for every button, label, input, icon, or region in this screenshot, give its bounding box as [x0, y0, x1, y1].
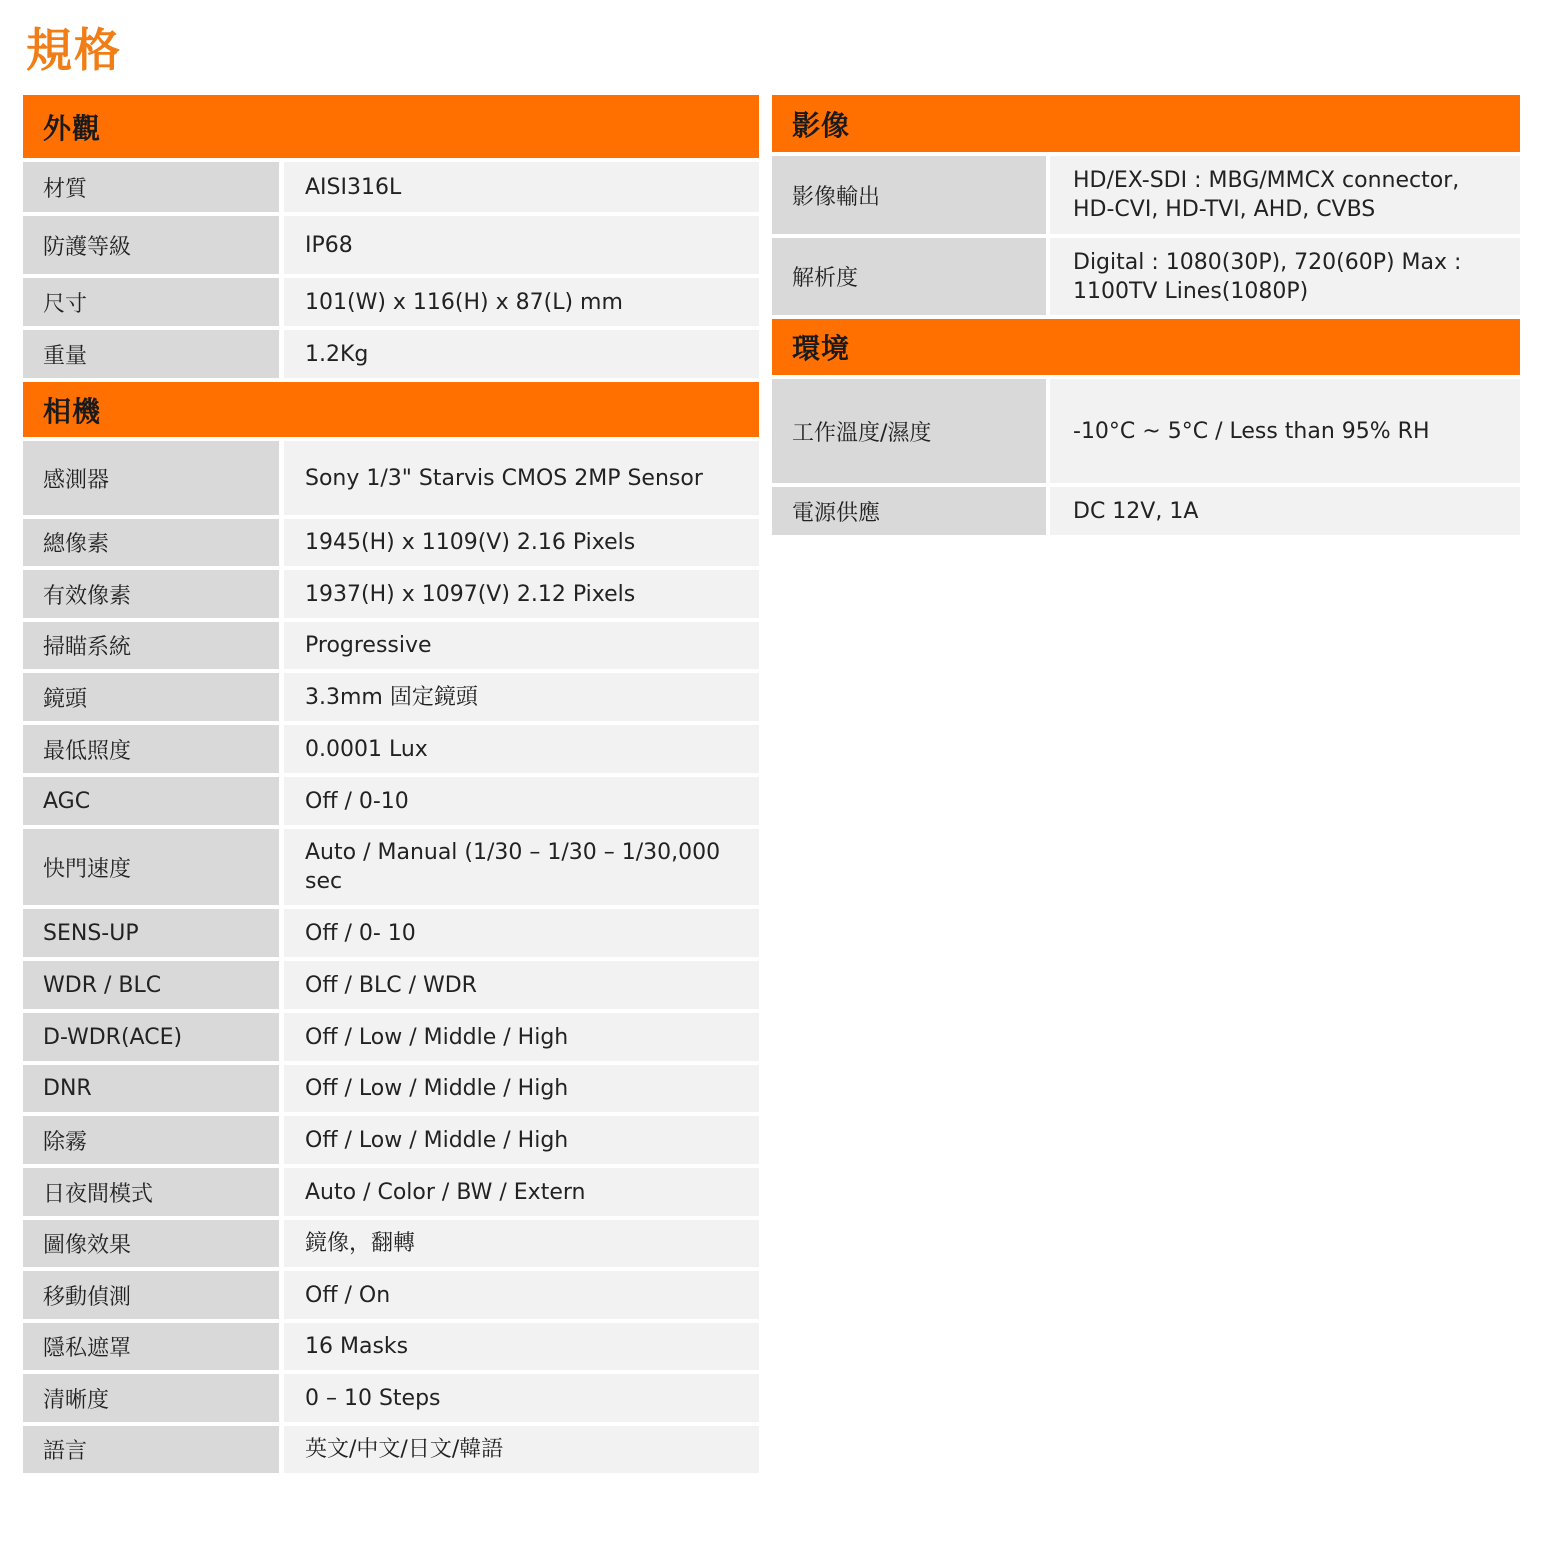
section-header-camera: 相機 — [23, 382, 759, 437]
spec-label: 電源供應 — [772, 487, 1046, 535]
spec-value: AISI316L — [284, 162, 759, 212]
section-header-exterior: 外觀 — [23, 95, 759, 158]
spec-row — [23, 673, 759, 721]
spec-row — [23, 1426, 759, 1473]
page-title: 規格 — [26, 23, 122, 77]
spec-label: DNR — [23, 1065, 279, 1112]
spec-label: 有效像素 — [23, 570, 279, 618]
spec-row — [23, 777, 759, 825]
spec-row — [23, 961, 759, 1009]
spec-value: IP68 — [284, 216, 759, 274]
spec-value: 1937(H) x 1097(V) 2.12 Pixels — [284, 570, 759, 618]
right-column — [772, 95, 1520, 535]
spec-row — [23, 1271, 759, 1319]
spec-value: Off / BLC / WDR — [284, 961, 759, 1009]
spec-value: 3.3mm 固定鏡頭 — [284, 673, 759, 721]
spec-value: 1945(H) x 1109(V) 2.16 Pixels — [284, 519, 759, 566]
spec-label: AGC — [23, 777, 279, 825]
spec-row — [23, 216, 759, 274]
spec-label: 移動偵測 — [23, 1271, 279, 1319]
spec-label: 尺寸 — [23, 278, 279, 326]
spec-row — [23, 441, 759, 515]
spec-value: 0 – 10 Steps — [284, 1374, 759, 1422]
spec-label: 除霧 — [23, 1116, 279, 1164]
spec-value: Off / 0-10 — [284, 777, 759, 825]
spec-label: 最低照度 — [23, 725, 279, 773]
spec-value: 101(W) x 116(H) x 87(L) mm — [284, 278, 759, 326]
spec-row — [23, 1374, 759, 1422]
spec-label: SENS-UP — [23, 909, 279, 957]
spec-row — [772, 238, 1520, 315]
spec-value: Off / Low / Middle / High — [284, 1116, 759, 1164]
spec-value: Sony 1/3" Starvis CMOS 2MP Sensor — [284, 441, 759, 515]
spec-row — [23, 829, 759, 905]
spec-label: 感測器 — [23, 441, 279, 515]
spec-label: 解析度 — [772, 238, 1046, 315]
spec-row — [23, 162, 759, 212]
spec-row — [772, 487, 1520, 535]
spec-label: 清晰度 — [23, 1374, 279, 1422]
spec-label: D-WDR(ACE) — [23, 1013, 279, 1061]
spec-label: 日夜間模式 — [23, 1168, 279, 1216]
spec-row — [23, 1323, 759, 1370]
spec-value: -10°C ~ 5°C / Less than 95% RH — [1050, 379, 1520, 483]
spec-value: HD/EX-SDI : MBG/MMCX connector, HD-CVI, HD-TVI, AHD, CVBS — [1050, 156, 1520, 234]
spec-row — [23, 519, 759, 566]
spec-label: 材質 — [23, 162, 279, 212]
spec-label: 語言 — [23, 1426, 279, 1473]
spec-row — [23, 909, 759, 957]
spec-value: Progressive — [284, 622, 759, 669]
spec-row — [23, 278, 759, 326]
spec-value: DC 12V, 1A — [1050, 487, 1520, 535]
spec-label: 圖像效果 — [23, 1220, 279, 1267]
spec-label: 鏡頭 — [23, 673, 279, 721]
spec-value: Auto / Color / BW / Extern — [284, 1168, 759, 1216]
spec-row — [23, 1013, 759, 1061]
spec-row — [23, 622, 759, 669]
section-header-video: 影像 — [772, 95, 1520, 152]
section-header-environment: 環境 — [772, 319, 1520, 375]
spec-label: 防護等級 — [23, 216, 279, 274]
spec-label: 重量 — [23, 330, 279, 378]
spec-value: 鏡像，翻轉 — [284, 1220, 759, 1267]
spec-row — [23, 725, 759, 773]
spec-value: 1.2Kg — [284, 330, 759, 378]
spec-value: Off / Low / Middle / High — [284, 1065, 759, 1112]
spec-row — [23, 1116, 759, 1164]
spec-row — [23, 1065, 759, 1112]
spec-value: 英文/中文/日文/韓語 — [284, 1426, 759, 1473]
spec-label: WDR / BLC — [23, 961, 279, 1009]
spec-row — [23, 1220, 759, 1267]
spec-row — [772, 379, 1520, 483]
left-column — [23, 95, 759, 1473]
spec-label: 總像素 — [23, 519, 279, 566]
spec-value: Auto / Manual (1/30 – 1/30 – 1/30,000 sec — [284, 829, 759, 905]
spec-label: 掃瞄系統 — [23, 622, 279, 669]
spec-value: Off / 0- 10 — [284, 909, 759, 957]
spec-label: 影像輸出 — [772, 156, 1046, 234]
spec-row — [23, 1168, 759, 1216]
spec-value: Off / Low / Middle / High — [284, 1013, 759, 1061]
spec-label: 工作溫度/濕度 — [772, 379, 1046, 483]
spec-label: 隱私遮罩 — [23, 1323, 279, 1370]
spec-row — [23, 570, 759, 618]
spec-value: 0.0001 Lux — [284, 725, 759, 773]
spec-row — [772, 156, 1520, 234]
spec-value: Off / On — [284, 1271, 759, 1319]
spec-value: Digital : 1080(30P), 720(60P) Max : 1100TV Lines(1080P) — [1050, 238, 1520, 315]
spec-row — [23, 330, 759, 378]
spec-label: 快門速度 — [23, 829, 279, 905]
spec-value: 16 Masks — [284, 1323, 759, 1370]
